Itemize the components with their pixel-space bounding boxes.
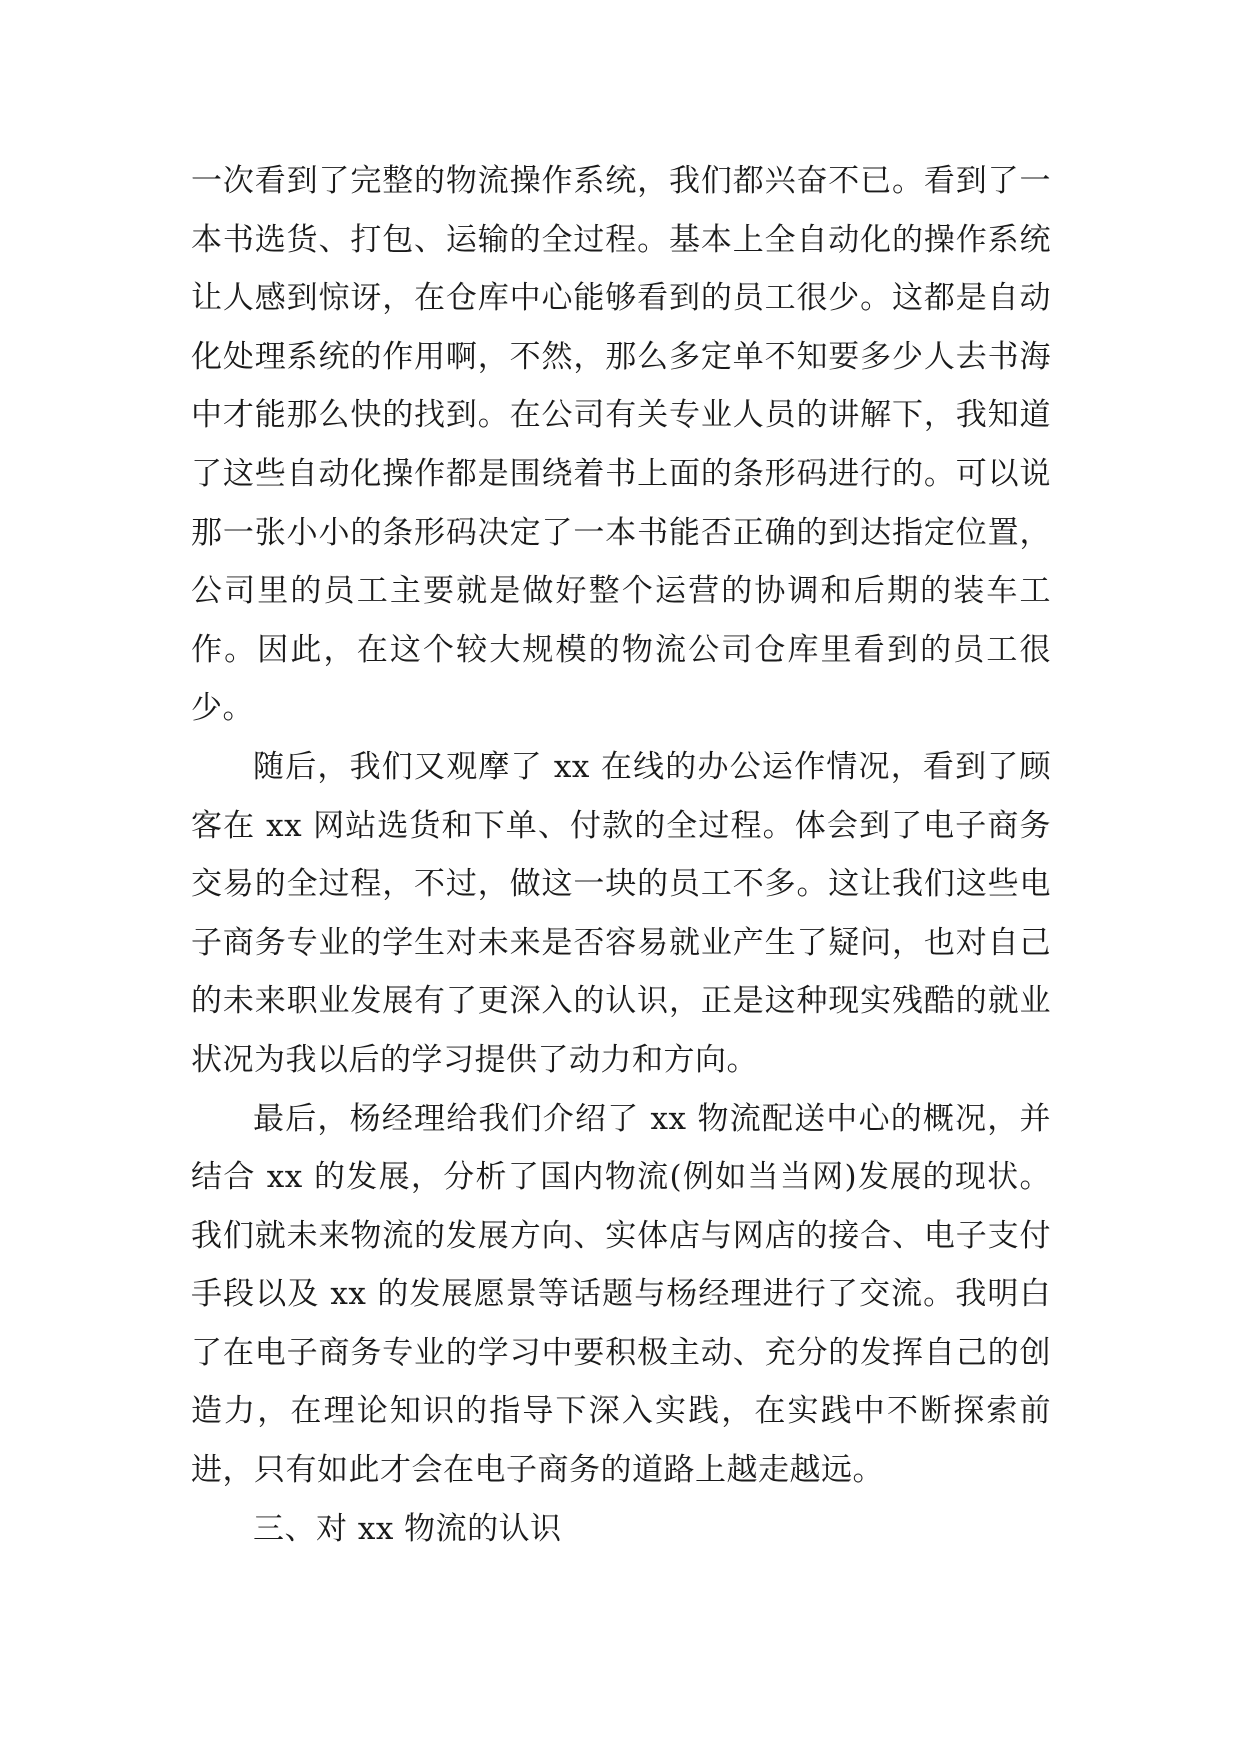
- paragraph-distribution-center: 最后，杨经理给我们介绍了 xx 物流配送中心的概况，并结合 xx 的发展，分析了国内物流(例如当当网)发展的现状。我们就未来物流的发展方向、实体店与网店的接合、电子支付手段以及 xx 的发展愿景等话题与杨经理进行了交流。我明白了在电子商务专业的学习中要积极主动、充分的发挥自己的创造力，在理论知识的指导下深入实践，在实践中不断探索前进，只有如此才会在电子商务的道路上越走越远。: [191, 1100, 1051, 1489]
- paragraph-online-office: 随后，我们又观摩了 xx 在线的办公运作情况，看到了顾客在 xx 网站选货和下单、付款的全过程。体会到了电子商务交易的全过程，不过，做这一块的员工不多。这让我们这些电子商务专业的学生对未来是否容易就业产生了疑问，也对自己的未来职业发展有了更深入的认识，正是这种现实残酷的就业状况为我以后的学习提供了动力和方向。: [191, 748, 1051, 1078]
- section-heading-logistics-understanding: 三、对 xx 物流的认识: [253, 1510, 562, 1547]
- document-body: [191, 152, 1051, 1558]
- paragraph-continuation: 一次看到了完整的物流操作系统，我们都兴奋不已。看到了一本书选货、打包、运输的全过程。基本上全自动化的操作系统让人感到惊讶，在仓库中心能够看到的员工很少。这都是自动化处理系统的作用啊，不然，那么多定单不知要多少人去书海中才能那么快的找到。在公司有关专业人员的讲解下，我知道了这些自动化操作都是围绕着书上面的条形码进行的。可以说那一张小小的条形码决定了一本书能否正确的到达指定位置，公司里的员工主要就是做好整个运营的协调和后期的装车工作。因此，在这个较大规模的物流公司仓库里看到的员工很少。: [191, 163, 1051, 727]
